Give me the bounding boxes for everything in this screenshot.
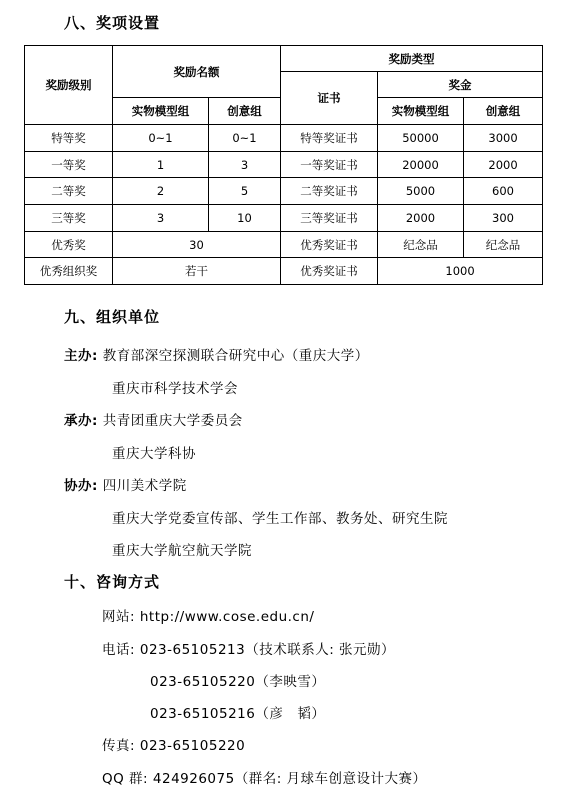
cell-level: 三等奖	[25, 205, 113, 232]
cell-quota-physical: 1	[113, 151, 209, 178]
header-award-quota: 奖励名额	[113, 46, 281, 98]
website-link[interactable]: http://www.cose.edu.cn/	[139, 609, 315, 625]
qq-group-value: 424926075（群名: 月球车创意设计大赛）	[152, 771, 427, 787]
header-prize-physical: 实物模型组	[378, 98, 464, 125]
table-header-row	[25, 46, 543, 72]
cell-level: 特等奖	[25, 125, 113, 152]
cell-certificate: 三等奖证书	[281, 205, 378, 232]
cell-level: 一等奖	[25, 151, 113, 178]
host-value-2: 重庆市科学技术学会	[112, 381, 238, 397]
cell-prize-physical: 20000	[378, 151, 464, 178]
cell-quota-creative: 10	[209, 205, 281, 232]
cell-prize-merged: 1000	[378, 258, 543, 285]
cell-prize-creative: 纪念品	[464, 231, 543, 258]
cell-quota-physical: 2	[113, 178, 209, 205]
table-row	[25, 125, 543, 152]
co-organizer-value-3: 重庆大学航空航天学院	[112, 543, 252, 559]
header-quota-physical: 实物模型组	[113, 98, 209, 125]
website-label: 网站:	[102, 609, 136, 625]
co-organizer-value-1: 四川美术学院	[102, 478, 187, 494]
organizer-value-1: 共青团重庆大学委员会	[102, 413, 243, 429]
phone-label: 电话:	[102, 642, 136, 658]
awards-table	[24, 45, 543, 285]
organizer-line	[64, 409, 243, 429]
cell-prize-creative: 300	[464, 205, 543, 232]
phone-value-3: 023-65105216（彦 韬）	[150, 706, 326, 722]
cell-quota-physical: 3	[113, 205, 209, 232]
header-prize-money: 奖金	[378, 72, 543, 98]
table-row	[25, 178, 543, 205]
organizer-value-2: 重庆大学科协	[112, 446, 196, 462]
cell-level: 二等奖	[25, 178, 113, 205]
qq-group-label: QQ 群:	[102, 771, 149, 787]
fax-value: 023-65105220	[139, 738, 246, 754]
cell-certificate: 二等奖证书	[281, 178, 378, 205]
cell-prize-physical: 2000	[378, 205, 464, 232]
cell-certificate: 特等奖证书	[281, 125, 378, 152]
cell-level: 优秀组织奖	[25, 258, 113, 285]
cell-quota-creative: 0~1	[209, 125, 281, 152]
co-organizer-line	[64, 474, 187, 494]
cell-certificate: 优秀奖证书	[281, 231, 378, 258]
co-organizer-label: 协办:	[64, 478, 98, 494]
organizer-label: 承办:	[64, 413, 98, 429]
qq-group-line	[102, 767, 427, 787]
section-heading-contact: 十、咨询方式	[64, 573, 161, 591]
table-row	[25, 205, 543, 232]
cell-prize-physical: 纪念品	[378, 231, 464, 258]
cell-quota-merged: 若干	[113, 258, 281, 285]
header-award-level: 奖励级别	[25, 46, 113, 125]
section-heading-awards: 八、奖项设置	[64, 14, 161, 32]
phone-value-1: 023-65105213（技术联系人: 张元勋）	[139, 642, 396, 658]
table-row	[25, 231, 543, 258]
cell-certificate: 一等奖证书	[281, 151, 378, 178]
co-organizer-value-2: 重庆大学党委宣传部、学生工作部、教务处、研究生院	[112, 511, 448, 527]
website-line	[102, 605, 314, 625]
cell-quota-physical: 0~1	[113, 125, 209, 152]
header-quota-creative: 创意组	[209, 98, 281, 125]
host-value-1: 教育部深空探测联合研究中心（重庆大学）	[102, 348, 369, 364]
section-heading-organizers: 九、组织单位	[64, 308, 161, 326]
cell-prize-creative: 3000	[464, 125, 543, 152]
fax-label: 传真:	[102, 738, 136, 754]
cell-prize-creative: 2000	[464, 151, 543, 178]
cell-certificate: 优秀奖证书	[281, 258, 378, 285]
header-certificate: 证书	[281, 72, 378, 125]
cell-quota-merged: 30	[113, 231, 281, 258]
phone-line	[102, 638, 395, 658]
header-prize-creative: 创意组	[464, 98, 543, 125]
cell-prize-physical: 5000	[378, 178, 464, 205]
cell-quota-creative: 3	[209, 151, 281, 178]
cell-quota-creative: 5	[209, 178, 281, 205]
fax-line	[102, 734, 245, 754]
cell-prize-physical: 50000	[378, 125, 464, 152]
cell-level: 优秀奖	[25, 231, 113, 258]
host-label: 主办:	[64, 348, 98, 364]
cell-prize-creative: 600	[464, 178, 543, 205]
host-line	[64, 344, 369, 364]
header-award-type: 奖励类型	[281, 46, 543, 72]
table-row	[25, 151, 543, 178]
table-row	[25, 258, 543, 285]
phone-value-2: 023-65105220（李映雪）	[150, 674, 326, 690]
